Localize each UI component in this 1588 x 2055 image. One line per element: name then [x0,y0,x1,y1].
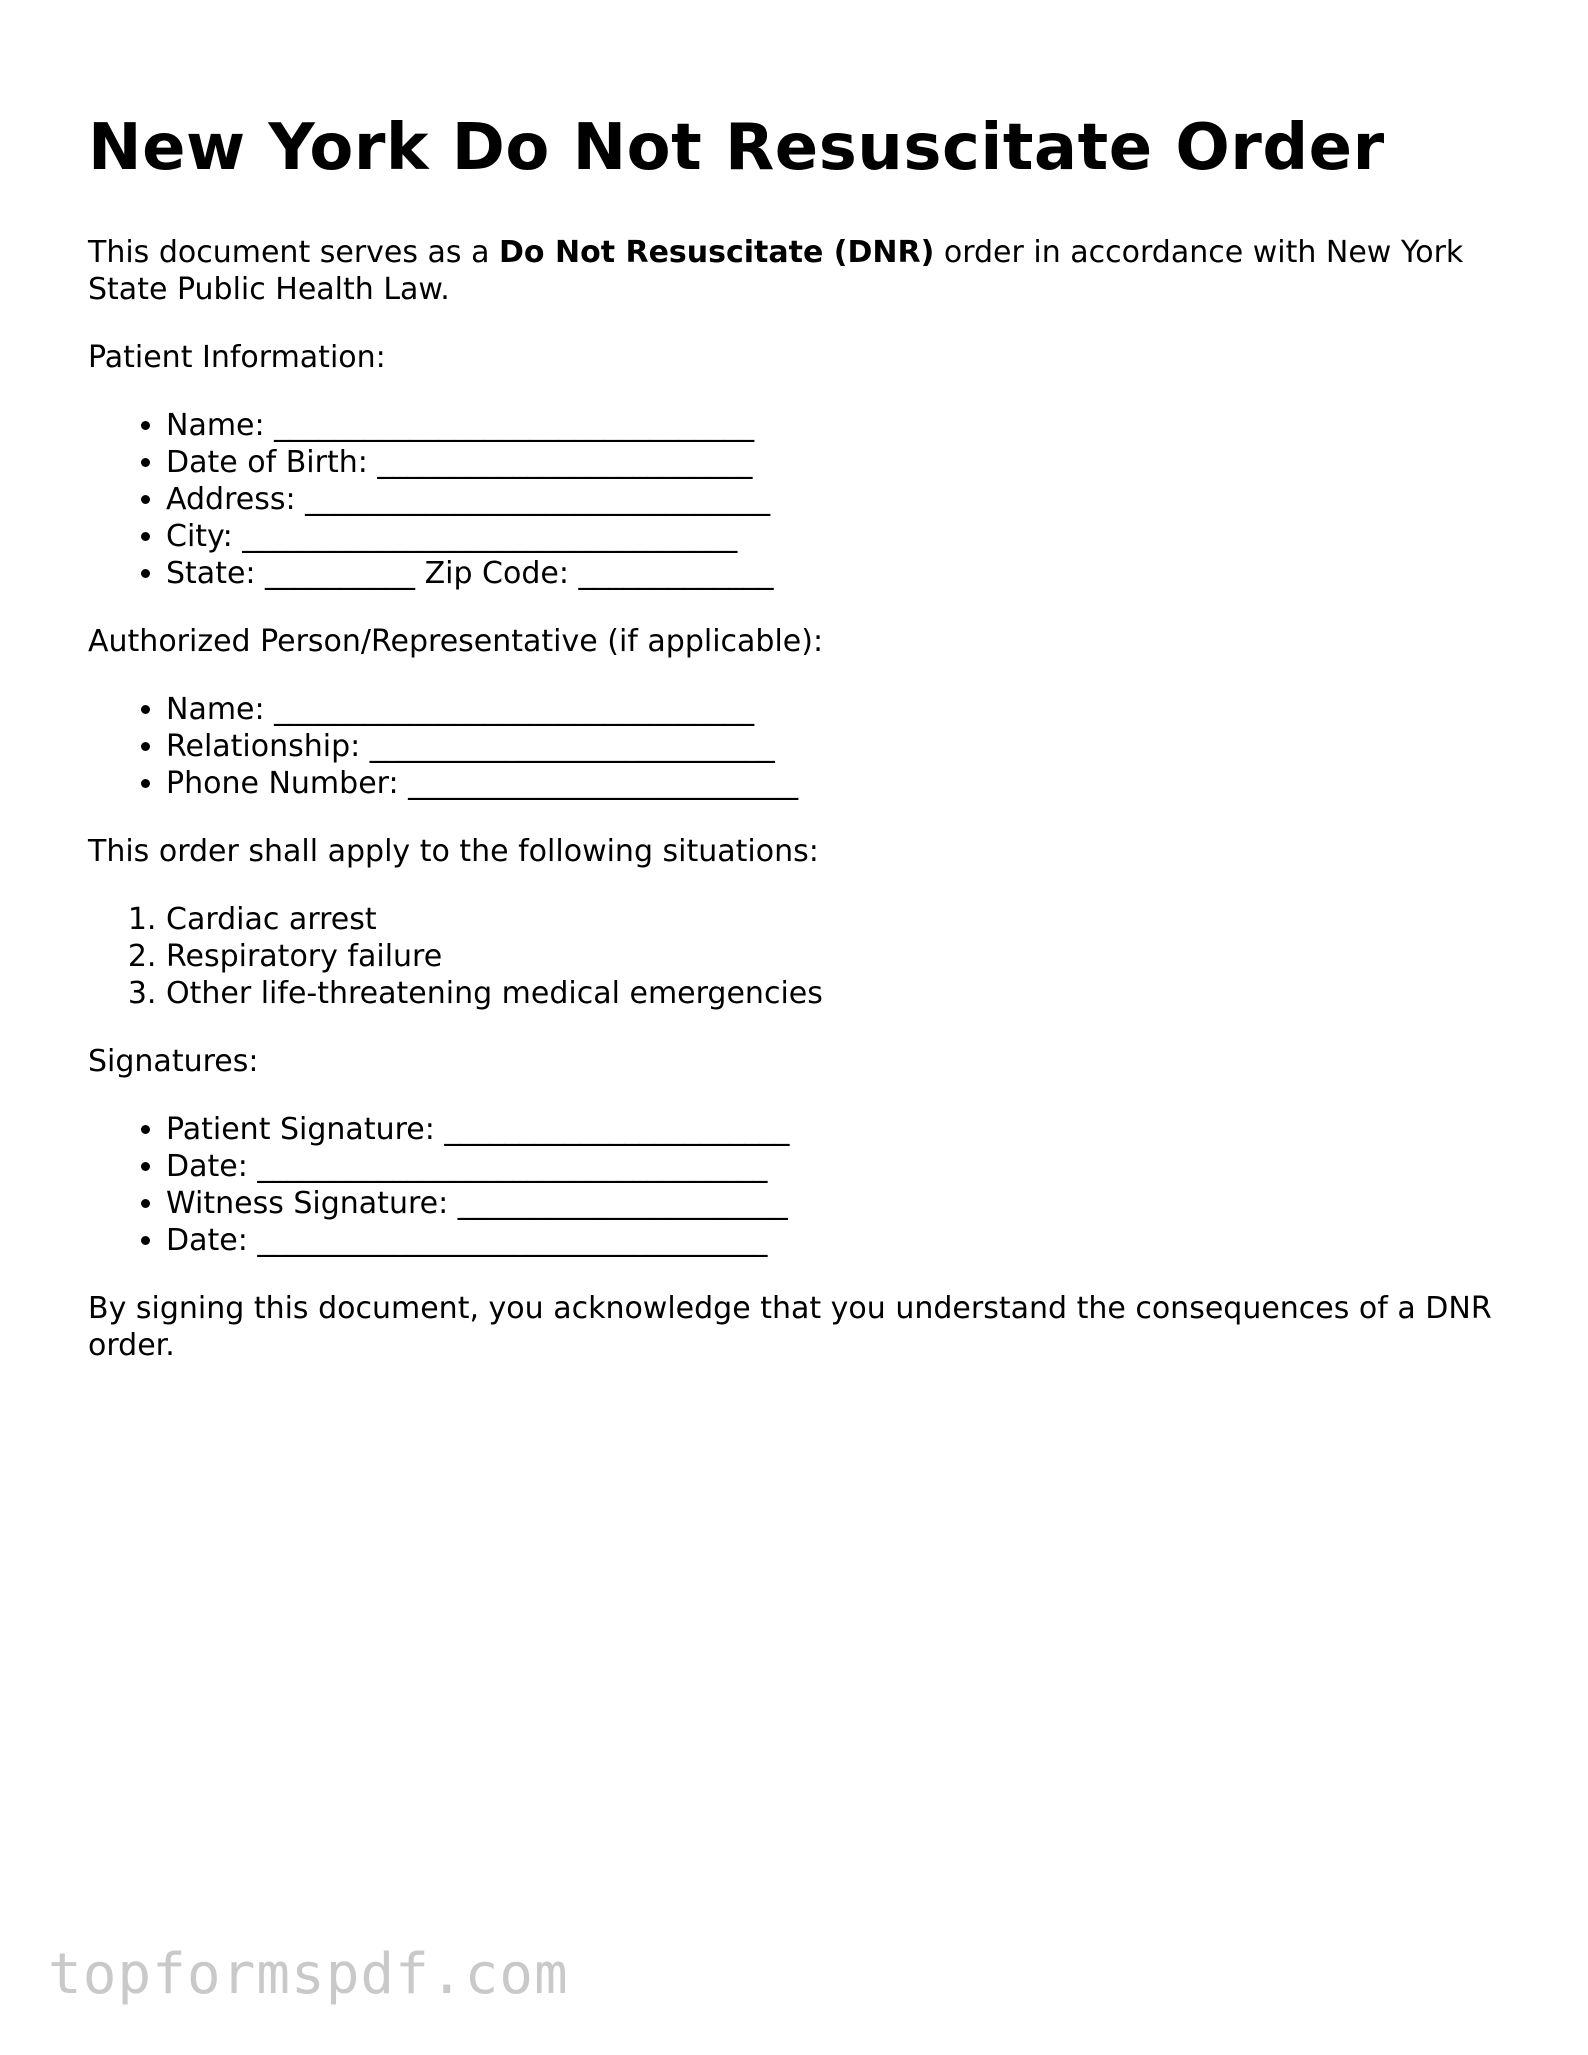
representative-relationship-field: • Relationship: ___________________________ [166,728,1508,765]
patient-address-field: • Address: _______________________________ [166,481,1508,518]
page-title: New York Do Not Resuscitate Order [88,111,1385,185]
closing-paragraph: By signing this document, you acknowledge that you understand the consequences of a DNR order. [88,1291,1492,1363]
patient-section-label: Patient Information: [88,340,386,375]
document-page [88,108,1508,1364]
patient-state-zip-field: • State: __________ Zip Code: _____________ [166,555,1508,592]
patient-dob-field: • Date of Birth: _________________________ [166,444,1508,481]
patient-fields-list [88,407,1508,592]
patient-signature-field: • Patient Signature: _______________________ [166,1111,1508,1148]
situations-list [88,901,1508,1012]
representative-section-label: Authorized Person/Representative (if applicable): [88,624,824,659]
situation-item: 1. Cardiac arrest [166,901,1508,938]
patient-signature-date-field: • Date: __________________________________ [166,1148,1508,1185]
intro-paragraph [88,234,1508,308]
signatures-section-label: Signatures: [88,1044,259,1079]
representative-phone-field: • Phone Number: __________________________ [166,765,1508,802]
witness-signature-date-field: • Date: __________________________________ [166,1222,1508,1259]
representative-name-field: • Name: ________________________________ [166,691,1508,728]
intro-text-after: order in accordance with New York State Public Health Law. [88,235,1464,307]
representative-fields-list [88,691,1508,802]
witness-signature-field: • Witness Signature: ______________________ [166,1185,1508,1222]
intro-bold-text: Do Not Resuscitate (DNR) [499,235,935,270]
situations-section-label: This order shall apply to the following situations: [88,834,819,869]
signature-fields-list [88,1111,1508,1259]
situation-item: 2. Respiratory failure [166,938,1508,975]
watermark: topformspdf.com [48,1942,569,2007]
situation-item: 3. Other life-threatening medical emergencies [166,975,1508,1012]
patient-city-field: • City: _________________________________ [166,518,1508,555]
patient-name-field: • Name: ________________________________ [166,407,1508,444]
intro-text-before: This document serves as a [88,235,500,270]
